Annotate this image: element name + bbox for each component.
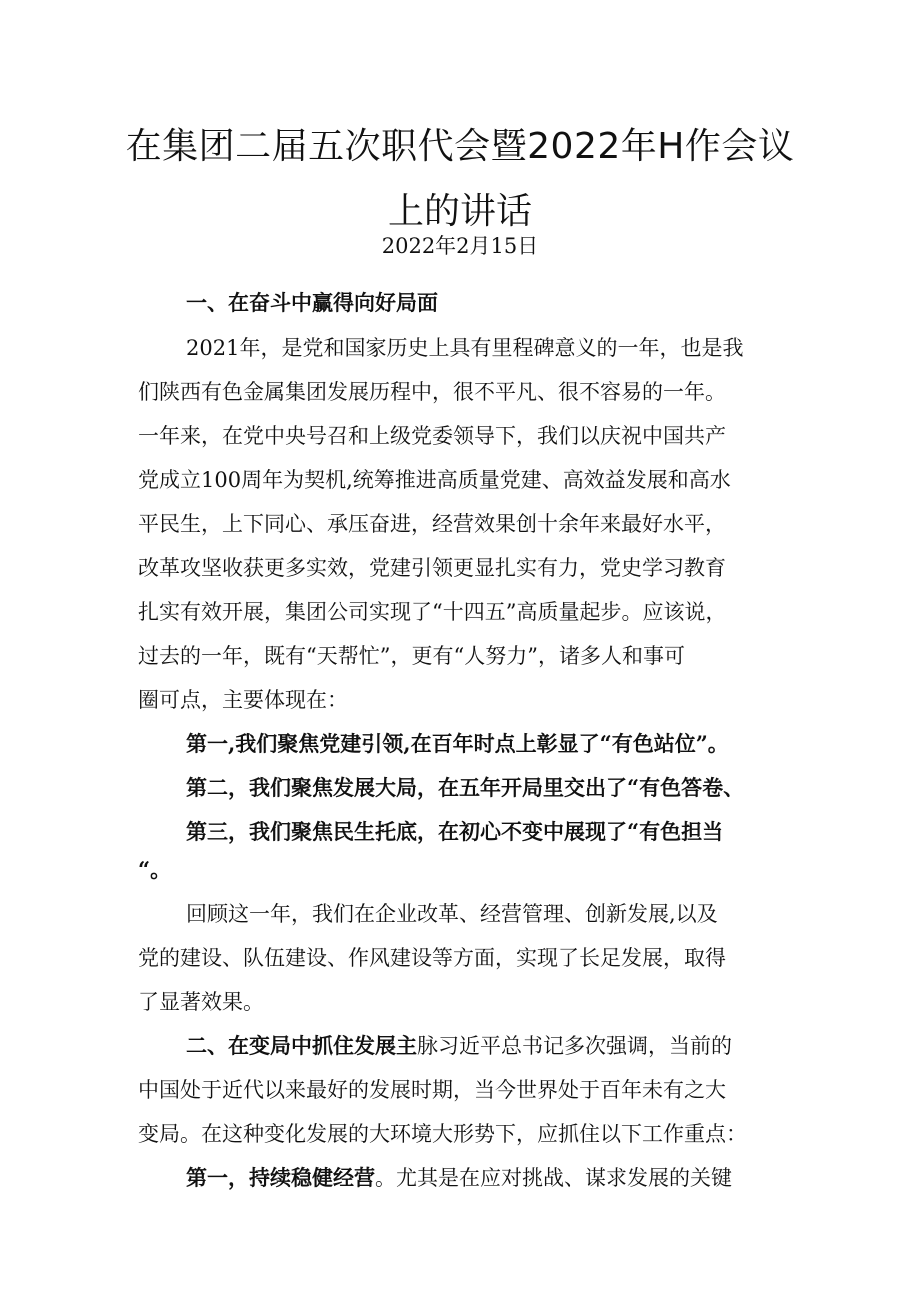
paragraph-line: 2021年，是党和国家历史上具有里程碑意义的一年，也是我 <box>186 336 744 360</box>
paragraph-line: 变局。在这种变化发展的大环境大形势下，应抓住以下工作重点： <box>138 1122 747 1146</box>
point-line: “。 <box>138 857 172 882</box>
point-line: 第一,我们聚焦党建引领,在百年时点上彰显了“有色站位”。 <box>186 731 729 756</box>
paragraph-line: 党成立100周年为契机,统筹推进高质量党建、高效益发展和高水 <box>138 468 731 492</box>
section-heading-2-rest: 脉习近平总书记多次强调，当前的 <box>417 1034 732 1058</box>
point-text: 。尤其是在应对挑战、谋求发展的关键 <box>375 1166 732 1190</box>
point-line-last <box>186 1163 846 1193</box>
document-date: 2022年2月15日 <box>381 234 539 258</box>
paragraph-line: 们陕西有色金属集团发展历程中，很不平凡、很不容易的一年。 <box>138 380 726 404</box>
paragraph-line: 党的建设、队伍建设、作风建设等方面，实现了长足发展，取得 <box>138 946 726 970</box>
point-line: 第二，我们聚焦发展大局，在五年开局里交出了“有色答卷、 <box>186 775 745 800</box>
paragraph-line: 平民生，上下同心、承压奋进，经营效果创十余年来最好水平， <box>138 512 726 536</box>
document-title-line2: 上的讲话 <box>387 191 532 232</box>
paragraph-line: 一年来，在党中央号召和上级党委领导下，我们以庆祝中国共产 <box>138 424 726 448</box>
paragraph-line: 圈可点，主要体现在： <box>138 688 348 712</box>
section-heading-2-bold: 二、在变局中抓住发展主 <box>186 1033 417 1058</box>
section-heading-1: 一、在奋斗中赢得向好局面 <box>186 290 438 315</box>
paragraph-line: 过去的一年，既有“天帮忙”，更有“人努力”，诸多人和事可 <box>138 644 685 668</box>
paragraph-line: 了显著效果。 <box>138 990 264 1014</box>
document-title-line1: 在集团二届五次职代会暨2022年H作会议 <box>125 126 795 167</box>
paragraph-line: 中国处于近代以来最好的发展时期，当今世界处于百年未有之大 <box>138 1078 726 1102</box>
point-line: 第三，我们聚焦民生托底，在初心不变中展现了“有色担当 <box>186 819 724 844</box>
section-heading-2 <box>186 1031 846 1061</box>
paragraph-line: 回顾这一年，我们在企业改革、经营管理、创新发展,以及 <box>186 902 718 926</box>
paragraph-line: 改革攻坚收获更多实效，党建引领更显扎实有力，党史学习教育 <box>138 556 726 580</box>
paragraph-line: 扎实有效开展，集团公司实现了“十四五”高质量起步。应该说， <box>138 600 727 624</box>
point-bold-label: 第一，持续稳健经营 <box>186 1165 375 1190</box>
